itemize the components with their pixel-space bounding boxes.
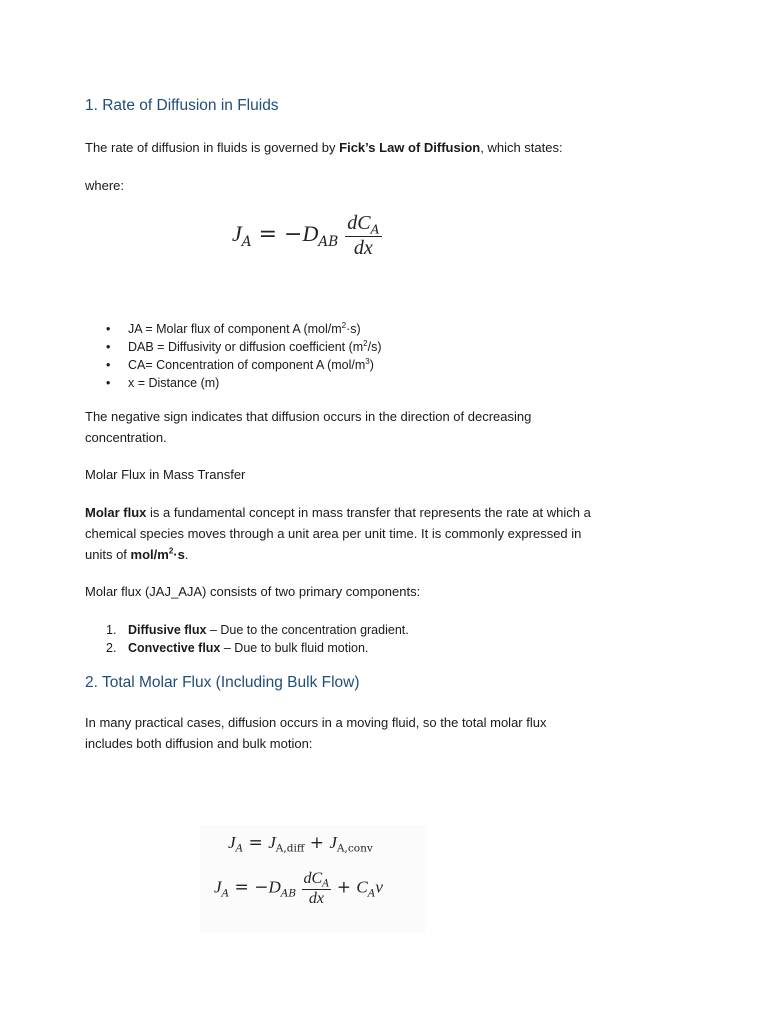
molar-flux-paragraph: Molar flux is a fundamental concept in mass transfer that represents the rate at which a chemical species moves through a unit area per unit time. It is commonly expressed in units of mol/$m^2\cdot s$. (85, 505, 591, 562)
eq-den: dx (353, 237, 373, 260)
eq-num: dC (347, 212, 371, 234)
fick-intro (85, 137, 563, 158)
components-intro: Molar flux (JAJ_AJA) consists of two primary components: (85, 584, 421, 599)
eq-equals: = − (251, 222, 303, 248)
section-2-heading: 2. Total Molar Flux (Including Bulk Flow) (85, 674, 360, 691)
list-item: • CA= Concentration of component A $(mol/m^3)$ (106, 356, 374, 372)
list-item: 1. Diffusive flux – Due to the concentration gradient. (106, 623, 409, 637)
eq-d-sub: AB (318, 233, 339, 250)
list-item: • DAB = Diffusivity or diffusion coefficient $(m^2/s)$ (106, 338, 382, 354)
fick-intro-tail: , which states: (480, 140, 563, 155)
negative-sign-paragraph: The negative sign indicates that diffusion occurs in the direction of decreasing concentration. (85, 409, 532, 445)
components-list (85, 621, 409, 657)
fick-intro-text: The rate of diffusion in fluids is governed by (85, 140, 340, 155)
where-label: where: (85, 178, 125, 193)
list-item: 2. Convective flux – Due to bulk fluid motion. (106, 641, 369, 655)
list-item: • JA = Molar flux of component A $(mol/m^2\cdot s)$ (106, 320, 361, 336)
definitions-list (85, 320, 382, 392)
eq-lhs: J (232, 221, 242, 247)
eq-d: D (302, 221, 319, 247)
eq-fraction (345, 210, 381, 260)
total-flux-equation-1: $J_A = J_{A,diff} + J_{A,conv}$ (228, 833, 373, 855)
total-flux-intro: In many practical cases, diffusion occurs in a moving fluid, so the total molar flux includes both diffusion and bulk motion: (85, 715, 547, 751)
eq2-fraction: $\frac{dC_A}{dx}$ (303, 870, 330, 908)
total-flux-equation-2: $J_A = -D_{AB}$ $\frac{dC_A}{dx}$ + $C_Av$ (214, 870, 383, 908)
list-item: • x = Distance (m) (106, 376, 220, 390)
eq-lhs-sub: A (241, 233, 252, 250)
fick-law-bold: Fick’s Law of Diffusion (339, 140, 481, 155)
molar-flux-title: Molar Flux in Mass Transfer (85, 467, 246, 482)
eq-num-sub: A (370, 221, 380, 237)
molar-flux-unit: mol/$m^2\cdot s$ (130, 546, 185, 562)
molar-flux-bold: Molar flux (85, 505, 147, 520)
fick-equation (232, 210, 382, 260)
section-1-heading: 1. Rate of Diffusion in Fluids (85, 97, 279, 114)
